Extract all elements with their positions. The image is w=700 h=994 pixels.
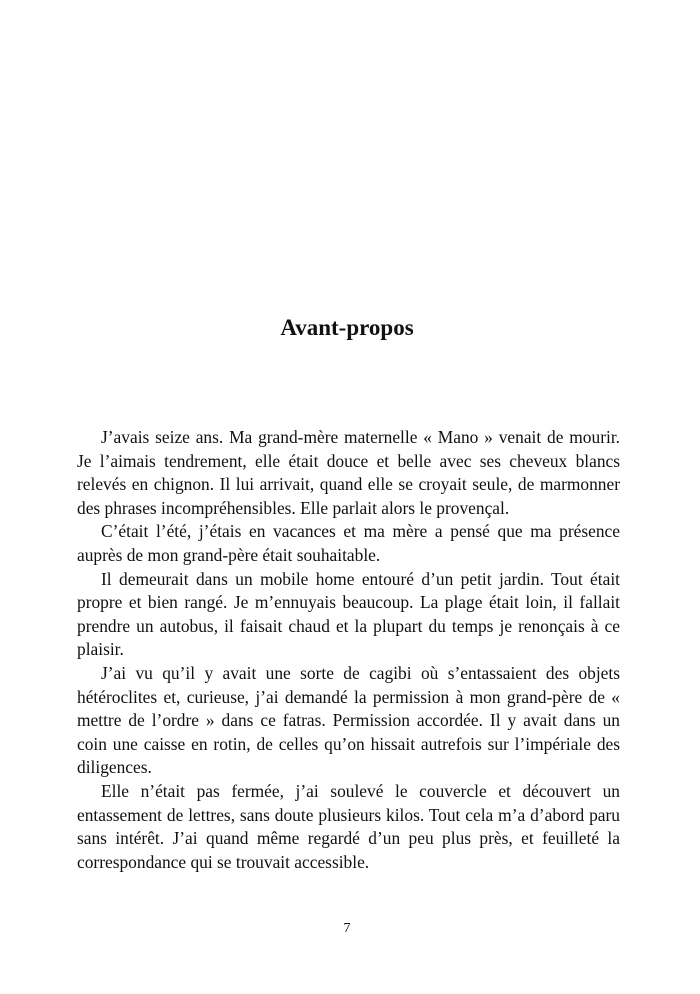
- chapter-title: Avant-propos: [280, 315, 414, 340]
- paragraph-2: C’était l’été, j’étais en vacances et ma mère a pensé que ma présence auprès de mon grand-père était souhaitable.: [77, 521, 620, 565]
- paragraph-4: J’ai vu qu’il y avait une sorte de cagibi où s’entassaient des objets hétéroclites et, curieuse, j’ai demandé la permission à mon grand-père de « mettre de l’ordre » dans ce fatras. Permission accordée. Il y avait dans un coin une caisse en rotin, de celles qu’on hissait autrefois sur l’impériale des diligences.: [77, 662, 620, 778]
- page-number: 7: [343, 921, 351, 936]
- body-text: [77, 426, 620, 874]
- paragraph-1: J’avais seize ans. Ma grand-mère maternelle « Mano » venait de mourir. Je l’aimais tendrement, elle était douce et belle avec ses cheveux blancs relevés en chignon. Il lui arrivait, quand elle se croyait seule, de marmonner des phrases incompréhensibles. Elle parlait alors le provençal.: [77, 427, 620, 518]
- paragraph-3: Il demeurait dans un mobile home entouré d’un petit jardin. Tout était propre et bien rangé. Je m’ennuyais beaucoup. La plage était loin, il fallait prendre un autobus, il faisait chaud et la plupart du temps je renonçais à ce plaisir.: [77, 568, 620, 660]
- paragraph-5: Elle n’était pas fermée, j’ai soulevé le couvercle et découvert un entassement de lettres, sans doute plusieurs kilos. Tout cela m’a d’abord paru sans intérêt. J’ai quand même regardé d’un peu plus près, et feuilleté la correspondance qui se trouvait accessible.: [77, 780, 620, 872]
